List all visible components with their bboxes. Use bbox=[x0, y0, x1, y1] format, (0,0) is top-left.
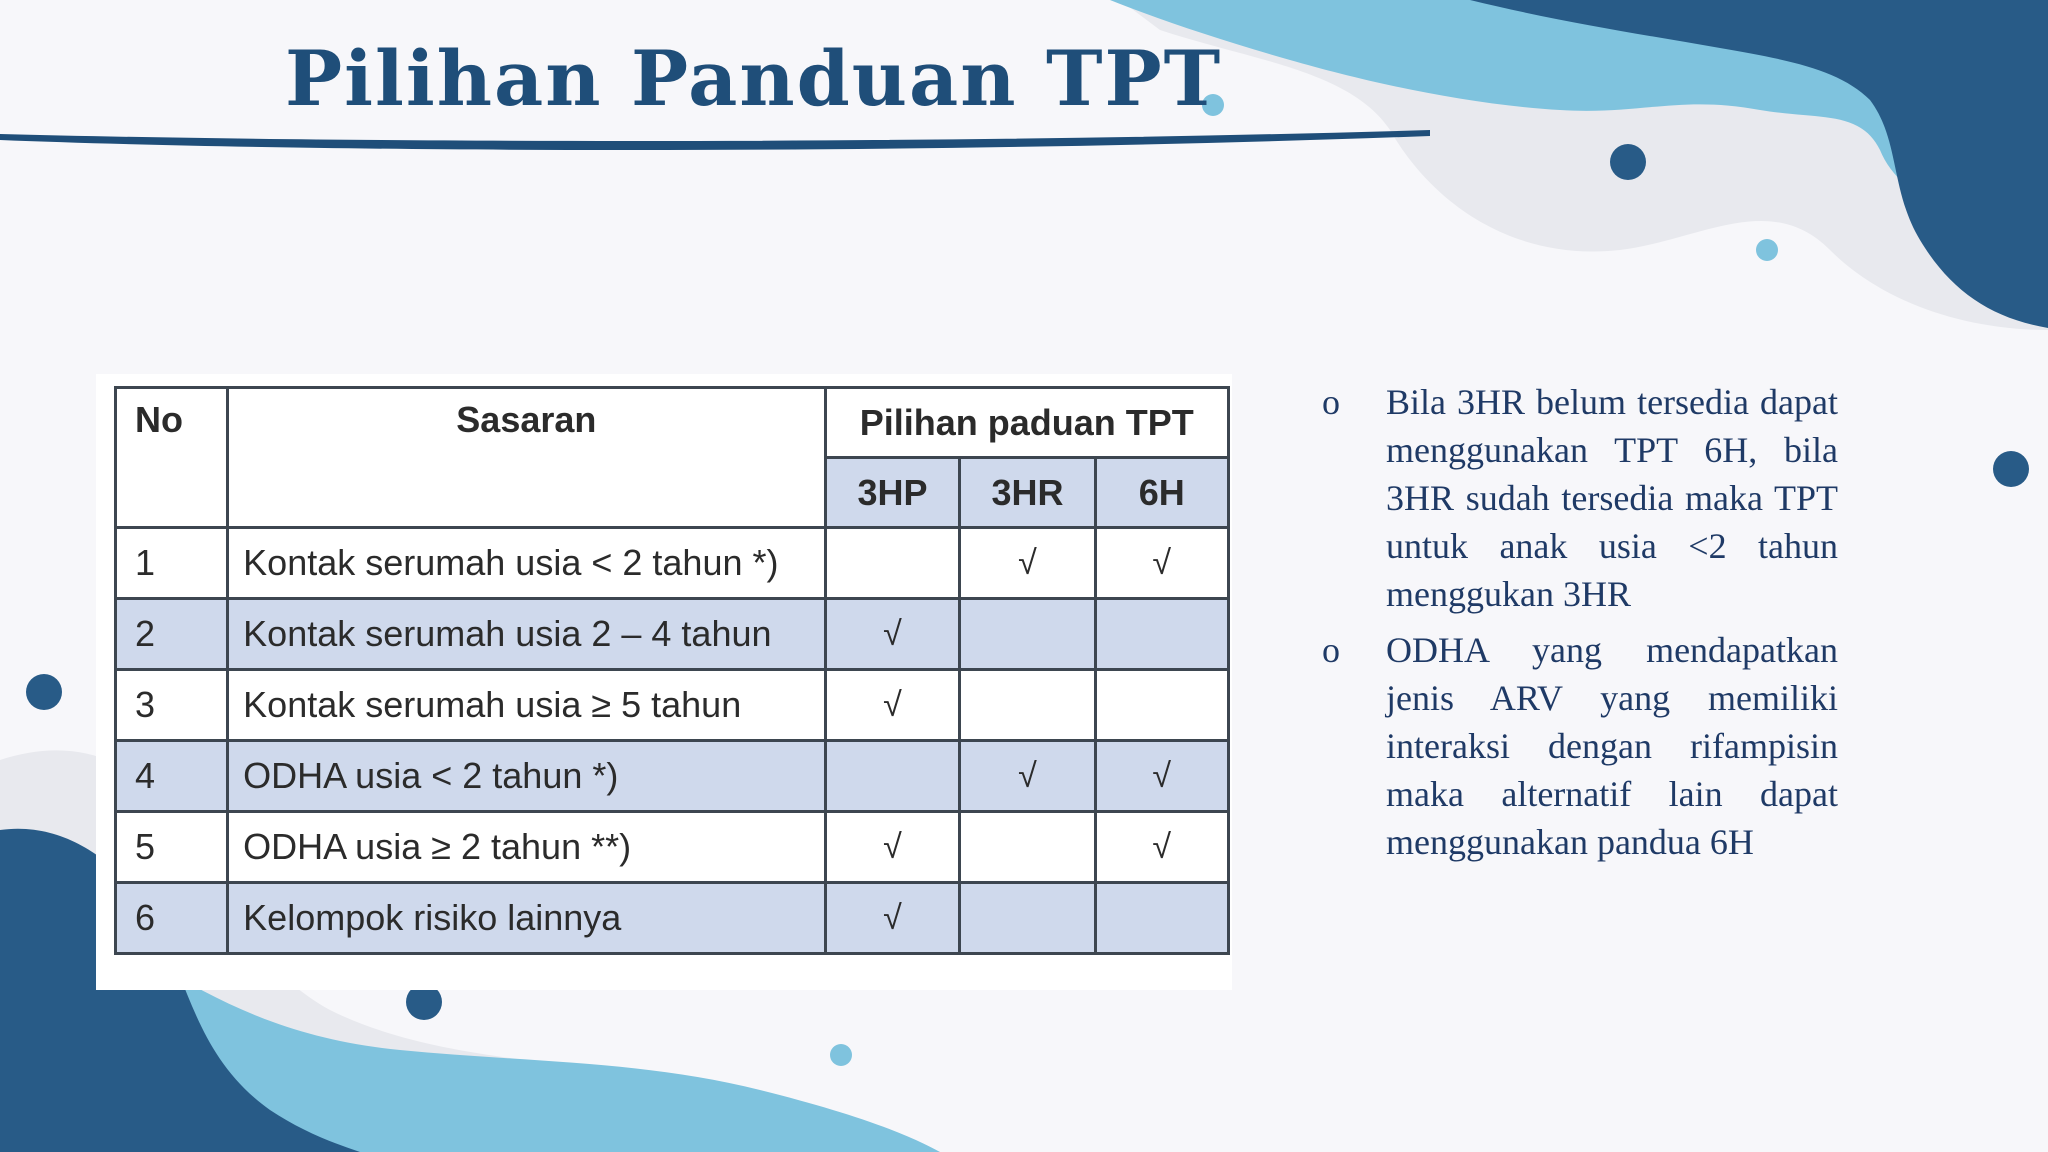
dot-decoration bbox=[26, 674, 62, 710]
dot-decoration bbox=[830, 1044, 852, 1066]
cell-3hp: √ bbox=[825, 812, 960, 883]
cell-target: Kontak serumah usia 2 – 4 tahun bbox=[228, 599, 825, 670]
header-3hp: 3HP bbox=[825, 458, 960, 528]
header-3hr: 3HR bbox=[960, 458, 1095, 528]
cell-target: Kontak serumah usia < 2 tahun *) bbox=[228, 528, 825, 599]
header-6h: 6H bbox=[1095, 458, 1228, 528]
note-item bbox=[1318, 378, 1838, 618]
cell-target: ODHA usia < 2 tahun *) bbox=[228, 741, 825, 812]
cell-target: Kelompok risiko lainnya bbox=[228, 883, 825, 954]
cell-6h: √ bbox=[1095, 812, 1228, 883]
cell-3hp: √ bbox=[825, 670, 960, 741]
title-underline bbox=[0, 130, 1430, 150]
dot-decoration bbox=[1756, 239, 1778, 261]
table-row bbox=[116, 528, 1229, 599]
regimen-table-panel bbox=[96, 374, 1232, 990]
cell-3hp bbox=[825, 528, 960, 599]
cell-6h bbox=[1095, 883, 1228, 954]
dot-decoration bbox=[1993, 451, 2029, 487]
cell-no: 6 bbox=[116, 883, 228, 954]
cell-3hp: √ bbox=[825, 599, 960, 670]
cell-3hr bbox=[960, 670, 1095, 741]
table-row bbox=[116, 670, 1229, 741]
note-text: Bila 3HR belum tersedia dapat menggunakan TPT 6H, bila 3HR sudah tersedia maka TPT untuk anak usia <2 tahun menggukan 3HR bbox=[1386, 382, 1838, 614]
cell-6h: √ bbox=[1095, 528, 1228, 599]
cell-no: 5 bbox=[116, 812, 228, 883]
table-row bbox=[116, 599, 1229, 670]
cell-target: ODHA usia ≥ 2 tahun **) bbox=[228, 812, 825, 883]
bullet-icon: o bbox=[1322, 630, 1340, 670]
dot-decoration bbox=[1610, 144, 1646, 180]
header-no: No bbox=[116, 388, 228, 528]
cell-3hp: √ bbox=[825, 883, 960, 954]
cell-3hr: √ bbox=[960, 741, 1095, 812]
cell-3hr bbox=[960, 812, 1095, 883]
cell-3hr bbox=[960, 599, 1095, 670]
header-regimen-options: Pilihan paduan TPT bbox=[825, 388, 1228, 458]
cell-target: Kontak serumah usia ≥ 5 tahun bbox=[228, 670, 825, 741]
cell-no: 4 bbox=[116, 741, 228, 812]
cell-6h: √ bbox=[1095, 741, 1228, 812]
cell-3hp bbox=[825, 741, 960, 812]
note-item bbox=[1318, 626, 1838, 866]
note-text: ODHA yang mendapatkan jenis ARV yang memiliki interaksi dengan rifampisin maka alternatif lain dapat menggunakan pandua 6H bbox=[1386, 630, 1838, 862]
cell-no: 2 bbox=[116, 599, 228, 670]
cell-no: 3 bbox=[116, 670, 228, 741]
cell-6h bbox=[1095, 599, 1228, 670]
regimen-table bbox=[114, 386, 1230, 955]
table-header-row bbox=[116, 388, 1229, 458]
notes-list bbox=[1318, 378, 1838, 874]
cell-3hr bbox=[960, 883, 1095, 954]
cell-6h bbox=[1095, 670, 1228, 741]
cell-no: 1 bbox=[116, 528, 228, 599]
table-row bbox=[116, 883, 1229, 954]
slide-title: Pilihan Panduan TPT bbox=[285, 34, 1223, 123]
table-row bbox=[116, 812, 1229, 883]
header-target: Sasaran bbox=[228, 388, 825, 528]
cell-3hr: √ bbox=[960, 528, 1095, 599]
bullet-icon: o bbox=[1322, 382, 1340, 422]
table-row bbox=[116, 741, 1229, 812]
